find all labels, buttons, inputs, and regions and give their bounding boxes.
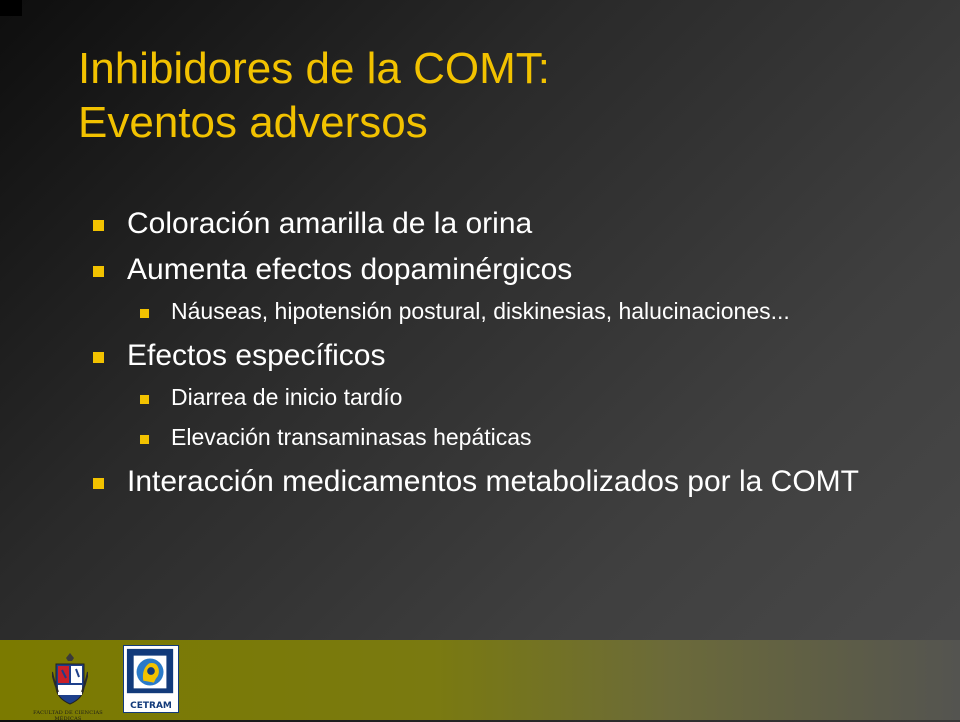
cetram-emblem-icon (124, 646, 178, 698)
facultad-logo-text: FACULTAD DE CIENCIAS MÉDICAS (33, 710, 103, 722)
crest-icon (52, 652, 88, 706)
square-bullet-icon (140, 435, 149, 444)
square-bullet-icon (93, 352, 104, 363)
cetram-logo-text: CETRAM (130, 701, 172, 711)
bullet-text: Coloración amarilla de la orina (127, 207, 533, 240)
footer-band (0, 640, 960, 720)
bullet-item (90, 251, 910, 288)
sub-bullet-text: Diarrea de inicio tardío (171, 384, 403, 410)
title-line-1: Inhibidores de la COMT: (78, 44, 550, 93)
sub-bullet-text: Náuseas, hipotensión postural, diskinesias, halucinaciones... (171, 298, 790, 324)
sub-bullet-text: Elevación transaminasas hepáticas (171, 424, 532, 450)
square-bullet-icon (93, 478, 104, 489)
bullet-list (90, 205, 910, 509)
square-bullet-icon (140, 395, 149, 404)
cetram-logo (123, 645, 179, 713)
sub-bullet-item (90, 383, 910, 412)
title-line-2: Eventos adversos (78, 98, 428, 147)
bullet-text: Interacción medicamentos metabolizados por la COMT (127, 465, 859, 498)
square-bullet-icon (93, 220, 104, 231)
facultad-logo (22, 648, 114, 720)
sub-bullet-item (90, 423, 910, 452)
bullet-item (90, 463, 910, 500)
sub-bullet-item (90, 297, 910, 326)
bullet-item (90, 205, 910, 242)
bullet-item (90, 337, 910, 374)
slide-title (78, 42, 550, 150)
square-bullet-icon (93, 266, 104, 277)
bullet-text: Efectos específicos (127, 339, 386, 372)
bullet-text: Aumenta efectos dopaminérgicos (127, 253, 573, 286)
corner-mark (0, 0, 22, 16)
square-bullet-icon (140, 309, 149, 318)
